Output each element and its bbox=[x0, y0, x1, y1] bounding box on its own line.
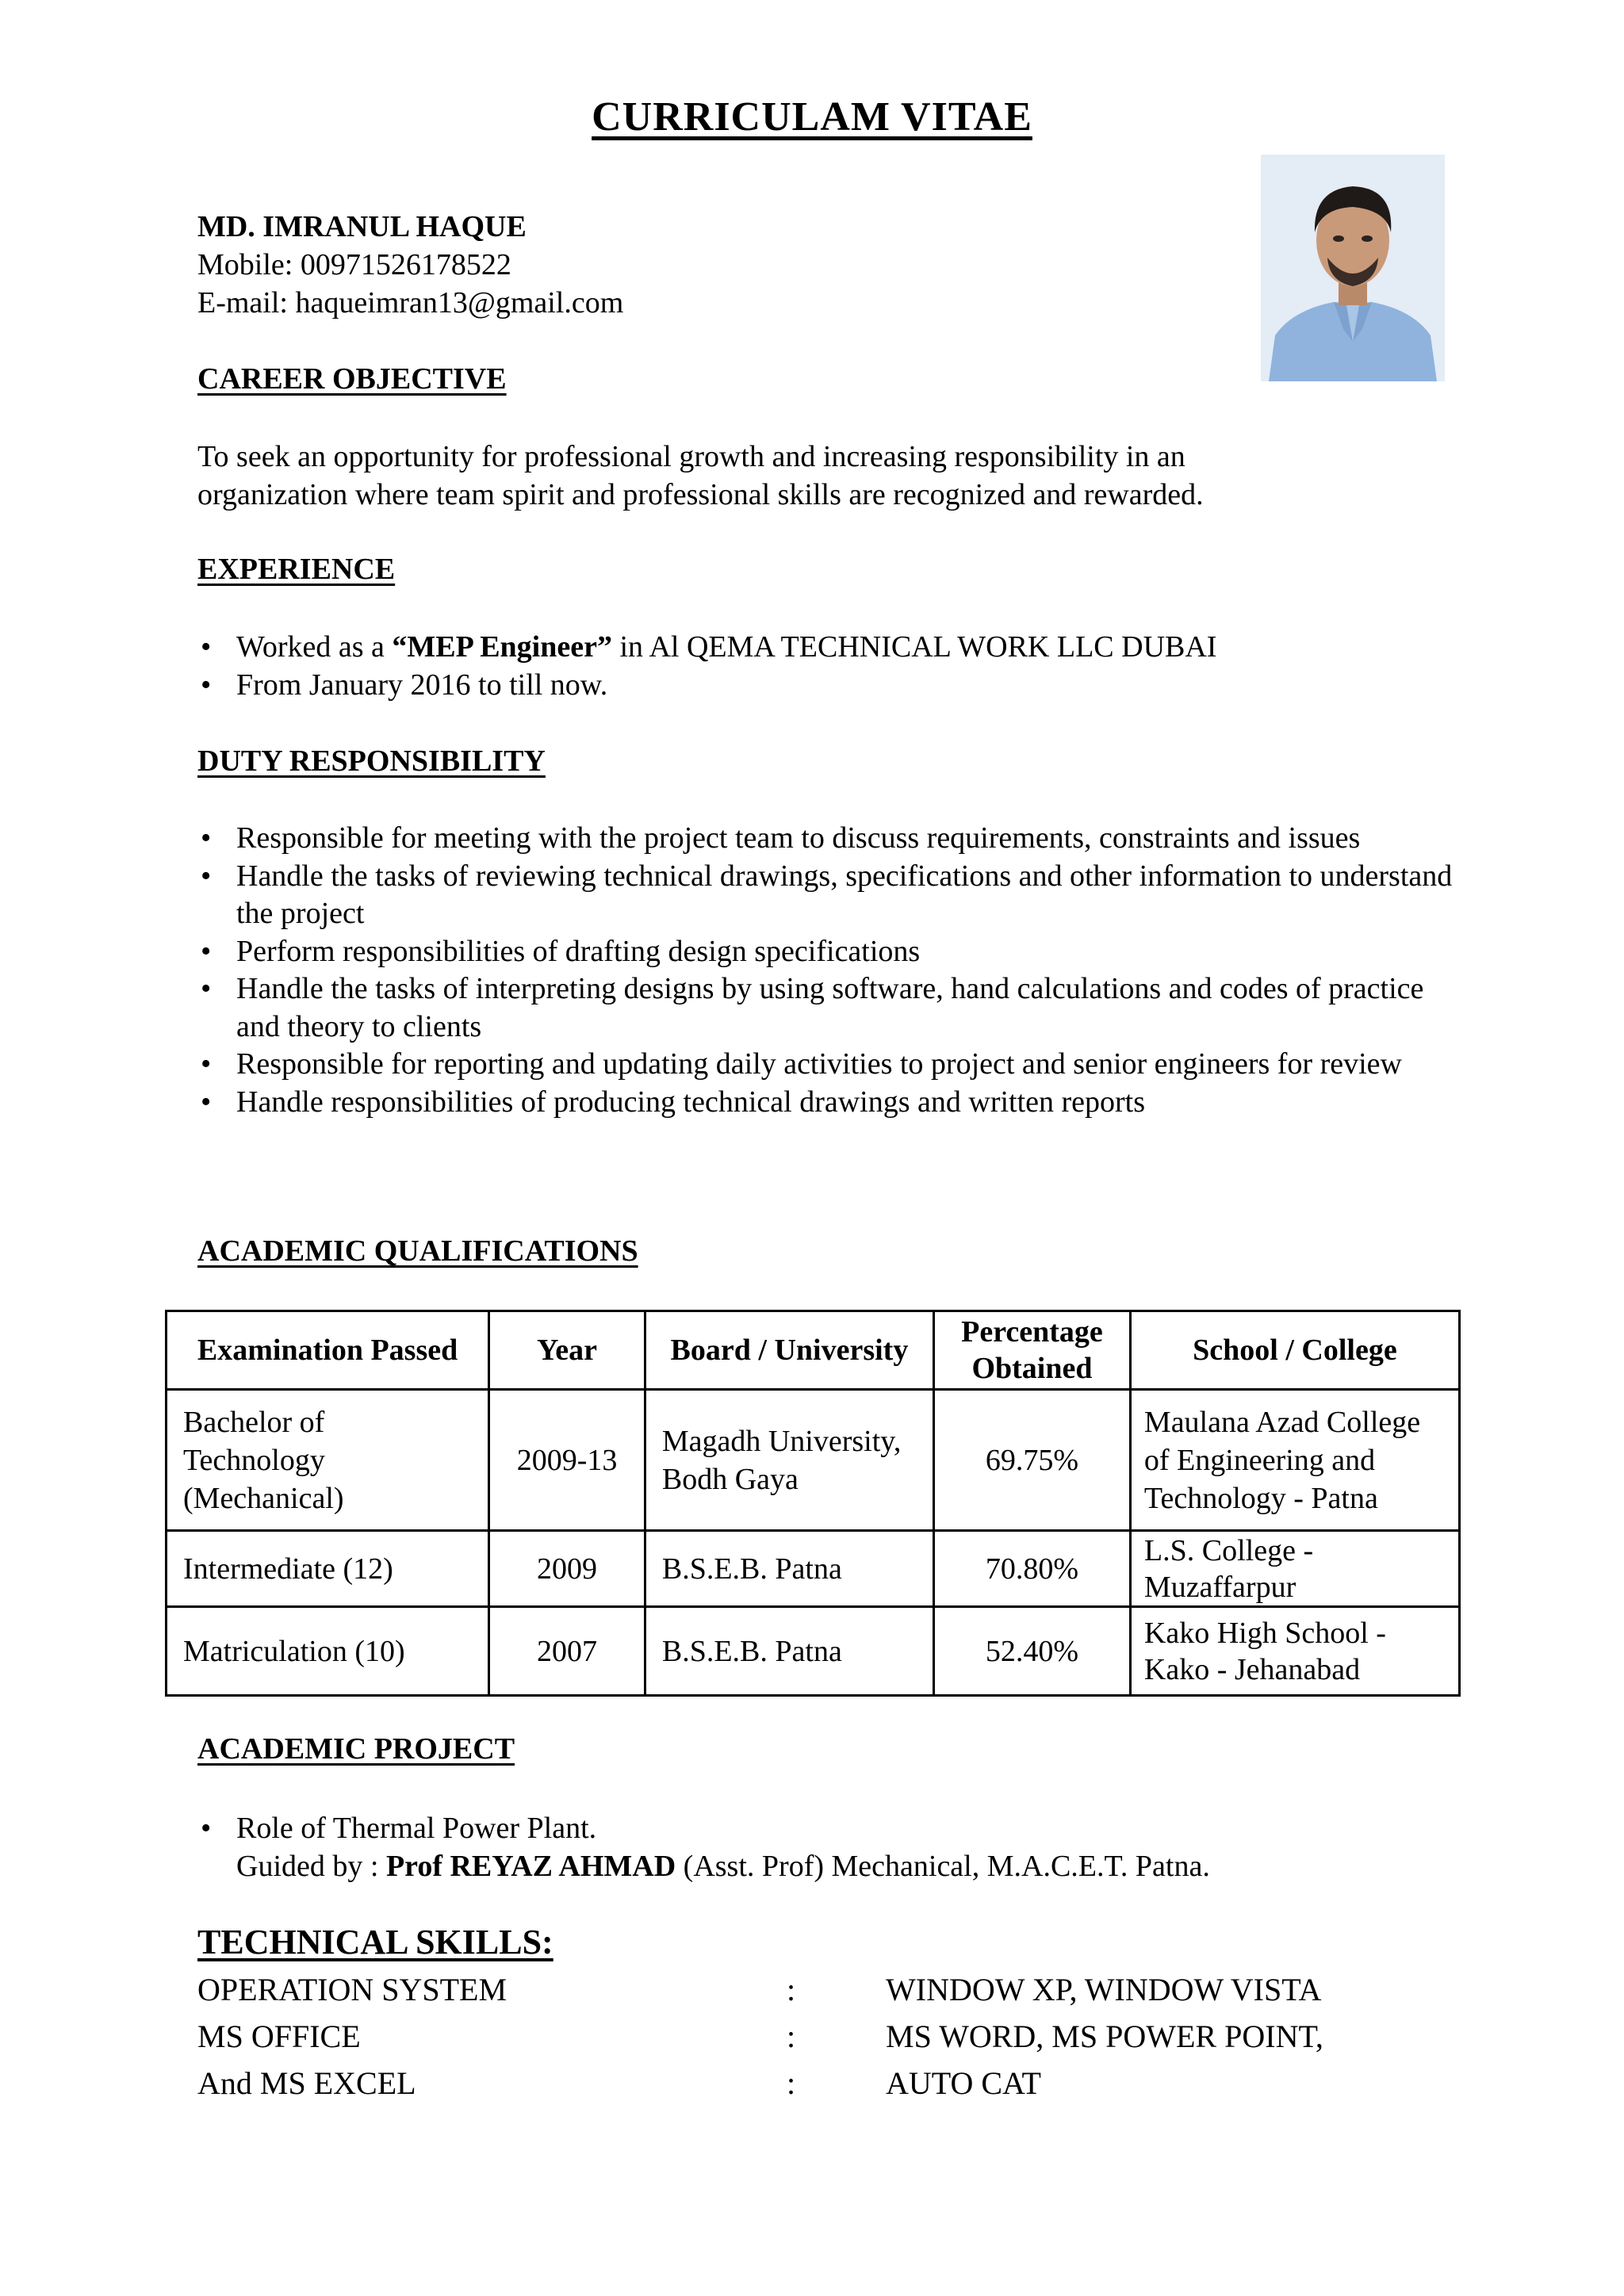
bullet-icon: • bbox=[201, 821, 212, 855]
table-cell: Maulana Azad College of Engineering and Technology - Patna bbox=[1130, 1390, 1459, 1531]
skill-separator: : bbox=[787, 2019, 796, 2054]
skill-separator: : bbox=[787, 1972, 796, 2007]
bullet-icon: • bbox=[201, 1047, 212, 1081]
list-item bbox=[197, 970, 1473, 1046]
mobile-number: Mobile: 00971526178522 bbox=[197, 248, 511, 281]
duty-text: Responsible for meeting with the project team to discuss requirements, constraints and issues bbox=[236, 821, 1361, 855]
duty-heading: DUTY RESPONSIBILITY bbox=[197, 744, 546, 778]
table-row bbox=[167, 1607, 1460, 1696]
career-objective-line: organization where team spirit and professional skills are recognized and rewarded. bbox=[197, 478, 1204, 511]
table-cell: 52.40% bbox=[934, 1607, 1131, 1696]
column-header: Examination Passed bbox=[167, 1311, 489, 1390]
bullet-icon: • bbox=[201, 972, 212, 1005]
skill-row bbox=[197, 2018, 1466, 2057]
list-item bbox=[197, 858, 1457, 933]
list-item bbox=[197, 1809, 1473, 1885]
bullet-icon: • bbox=[201, 859, 212, 893]
career-objective-heading: CAREER OBJECTIVE bbox=[197, 362, 507, 396]
list-item bbox=[197, 628, 1473, 666]
table-cell: 69.75% bbox=[934, 1390, 1131, 1531]
academic-heading: ACADEMIC QUALIFICATIONS bbox=[197, 1234, 638, 1268]
academic-project-heading: ACADEMIC PROJECT bbox=[197, 1732, 515, 1766]
table-cell: B.S.E.B. Patna bbox=[645, 1607, 933, 1696]
column-header: Percentage Obtained bbox=[934, 1311, 1131, 1390]
email-address: E-mail: haqueimran13@gmail.com bbox=[197, 286, 624, 320]
bullet-icon: • bbox=[201, 1085, 212, 1119]
skill-value: MS WORD, MS POWER POINT, bbox=[886, 2019, 1323, 2054]
table-cell: L.S. College - Muzaffarpur bbox=[1130, 1531, 1459, 1607]
skill-label: OPERATION SYSTEM bbox=[197, 1972, 508, 2007]
table-cell: Intermediate (12) bbox=[167, 1531, 489, 1607]
bullet-icon: • bbox=[201, 668, 212, 702]
list-item bbox=[197, 933, 1473, 971]
bullet-icon: • bbox=[201, 1812, 212, 1845]
skill-row bbox=[197, 1971, 1466, 2011]
duty-text: Responsible for reporting and updating daily activities to project and senior engineers for review bbox=[236, 1047, 1402, 1081]
skill-label: And MS EXCEL bbox=[197, 2065, 416, 2101]
experience-text: Worked as a bbox=[236, 630, 393, 664]
duty-text: Handle the tasks of interpreting designs by using software, hand calculations and codes of practice and theory to clients bbox=[236, 972, 1424, 1043]
skill-row bbox=[197, 2064, 1466, 2104]
duty-text: Handle the tasks of reviewing technical drawings, specifications and other information to understand the project bbox=[236, 859, 1453, 930]
contact-block bbox=[197, 208, 1466, 322]
column-header: Year bbox=[489, 1311, 645, 1390]
table-cell: Magadh University, Bodh Gaya bbox=[645, 1390, 933, 1531]
list-item bbox=[197, 820, 1442, 858]
project-guide bbox=[236, 1847, 1473, 1885]
guide-details: (Asst. Prof) Mechanical, M.A.C.E.T. Patna. bbox=[676, 1850, 1210, 1883]
qualifications-table bbox=[165, 1310, 1461, 1697]
candidate-name: MD. IMRANUL HAQUE bbox=[197, 210, 527, 243]
skill-value: WINDOW XP, WINDOW VISTA bbox=[886, 1972, 1322, 2007]
technical-skills-heading: TECHNICAL SKILLS: bbox=[197, 1923, 553, 1961]
duty-list bbox=[197, 820, 1473, 1121]
experience-duration: From January 2016 to till now. bbox=[236, 668, 608, 702]
table-row bbox=[167, 1390, 1460, 1531]
table-cell: Matriculation (10) bbox=[167, 1607, 489, 1696]
table-cell: 2009-13 bbox=[489, 1390, 645, 1531]
table-cell: 2009 bbox=[489, 1531, 645, 1607]
guide-name: Prof REYAZ AHMAD bbox=[385, 1850, 676, 1883]
employer-text: in Al QEMA TECHNICAL WORK LLC DUBAI bbox=[611, 630, 1217, 664]
list-item bbox=[197, 1084, 1473, 1122]
bullet-icon: • bbox=[201, 630, 212, 664]
experience-heading: EXPERIENCE bbox=[197, 553, 396, 586]
list-item bbox=[197, 1046, 1442, 1084]
project-title: Role of Thermal Power Plant. bbox=[236, 1812, 597, 1845]
table-row bbox=[167, 1531, 1460, 1607]
table-cell: 2007 bbox=[489, 1607, 645, 1696]
duty-text: Handle responsibilities of producing technical drawings and written reports bbox=[236, 1085, 1146, 1119]
guide-label: Guided by : bbox=[236, 1850, 386, 1883]
bullet-icon: • bbox=[201, 934, 212, 968]
table-cell: Bachelor of Technology (Mechanical) bbox=[167, 1390, 489, 1531]
table-cell: B.S.E.B. Patna bbox=[645, 1531, 933, 1607]
column-header: Board / University bbox=[645, 1311, 933, 1390]
table-header-row bbox=[167, 1311, 1460, 1390]
duty-text: Perform responsibilities of drafting design specifications bbox=[236, 934, 921, 968]
career-objective-text bbox=[197, 438, 1204, 514]
list-item bbox=[197, 666, 1473, 704]
skill-label: MS OFFICE bbox=[197, 2019, 361, 2054]
experience-list bbox=[197, 628, 1473, 704]
column-header: School / College bbox=[1130, 1311, 1459, 1390]
skill-separator: : bbox=[787, 2065, 796, 2101]
document-title: CURRICULAM VITAE bbox=[592, 94, 1032, 140]
job-title: “MEP Engineer” bbox=[392, 630, 612, 664]
career-objective-line: To seek an opportunity for professional growth and increasing responsibility in an bbox=[197, 440, 1185, 473]
skill-value: AUTO CAT bbox=[886, 2065, 1041, 2101]
table-cell: 70.80% bbox=[934, 1531, 1131, 1607]
table-cell: Kako High School - Kako - Jehanabad bbox=[1130, 1607, 1459, 1696]
project-list bbox=[197, 1809, 1473, 1885]
